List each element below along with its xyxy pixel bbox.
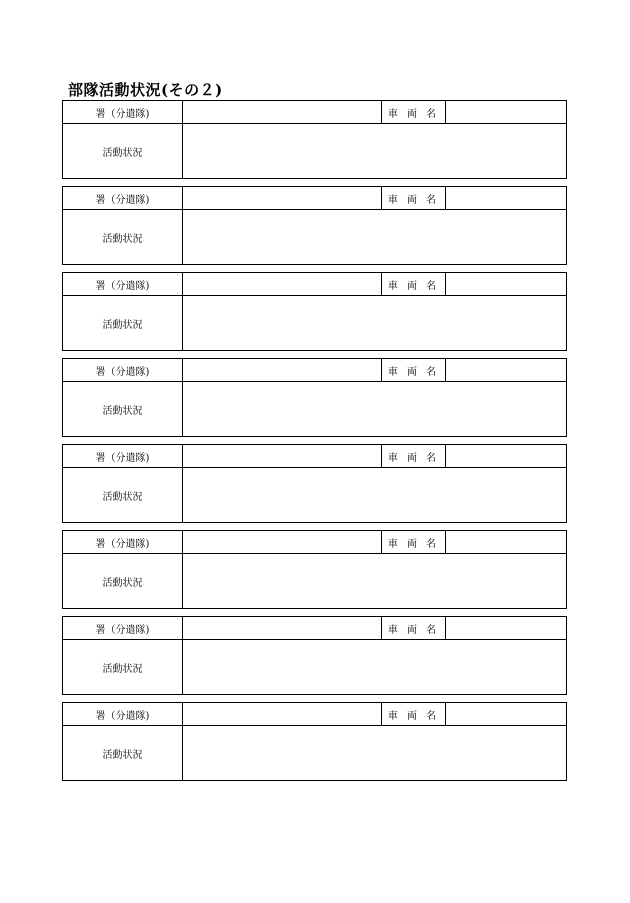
vehicle-label: 車 両 名 — [381, 703, 445, 726]
activity-field[interactable] — [183, 210, 566, 264]
station-label: 署（分遣隊) — [63, 703, 183, 726]
station-label: 署（分遣隊) — [63, 101, 183, 124]
vehicle-field[interactable] — [445, 531, 566, 554]
activity-field[interactable] — [183, 382, 566, 436]
vehicle-label: 車 両 名 — [381, 359, 445, 382]
activity-record — [62, 272, 567, 351]
vehicle-label: 車 両 名 — [381, 445, 445, 468]
activity-record — [62, 358, 567, 437]
activity-label: 活動状況 — [63, 468, 183, 522]
vehicle-label: 車 両 名 — [381, 101, 445, 124]
activity-label: 活動状況 — [63, 124, 183, 178]
activity-record — [62, 100, 567, 179]
station-label: 署（分遣隊) — [63, 187, 183, 210]
activity-label: 活動状況 — [63, 554, 183, 608]
vehicle-field[interactable] — [445, 273, 566, 296]
activity-record — [62, 616, 567, 695]
activity-label: 活動状況 — [63, 382, 183, 436]
activity-field[interactable] — [183, 554, 566, 608]
vehicle-field[interactable] — [445, 703, 566, 726]
vehicle-field[interactable] — [445, 359, 566, 382]
activity-label: 活動状況 — [63, 210, 183, 264]
vehicle-field[interactable] — [445, 445, 566, 468]
activity-record — [62, 702, 567, 781]
activity-field[interactable] — [183, 726, 566, 780]
activity-records — [62, 100, 567, 788]
activity-record — [62, 530, 567, 609]
activity-field[interactable] — [183, 124, 566, 178]
vehicle-label: 車 両 名 — [381, 187, 445, 210]
station-label: 署（分遣隊) — [63, 359, 183, 382]
station-label: 署（分遣隊) — [63, 445, 183, 468]
vehicle-field[interactable] — [445, 101, 566, 124]
vehicle-field[interactable] — [445, 187, 566, 210]
activity-field[interactable] — [183, 640, 566, 694]
vehicle-field[interactable] — [445, 617, 566, 640]
activity-label: 活動状況 — [63, 640, 183, 694]
activity-record — [62, 444, 567, 523]
station-label: 署（分遣隊) — [63, 531, 183, 554]
station-label: 署（分遣隊) — [63, 273, 183, 296]
vehicle-label: 車 両 名 — [381, 273, 445, 296]
page-title: 部隊活動状況(その２) — [68, 81, 223, 99]
activity-label: 活動状況 — [63, 296, 183, 350]
activity-record — [62, 186, 567, 265]
station-label: 署（分遣隊) — [63, 617, 183, 640]
vehicle-label: 車 両 名 — [381, 617, 445, 640]
activity-field[interactable] — [183, 468, 566, 522]
vehicle-label: 車 両 名 — [381, 531, 445, 554]
activity-label: 活動状況 — [63, 726, 183, 780]
activity-field[interactable] — [183, 296, 566, 350]
